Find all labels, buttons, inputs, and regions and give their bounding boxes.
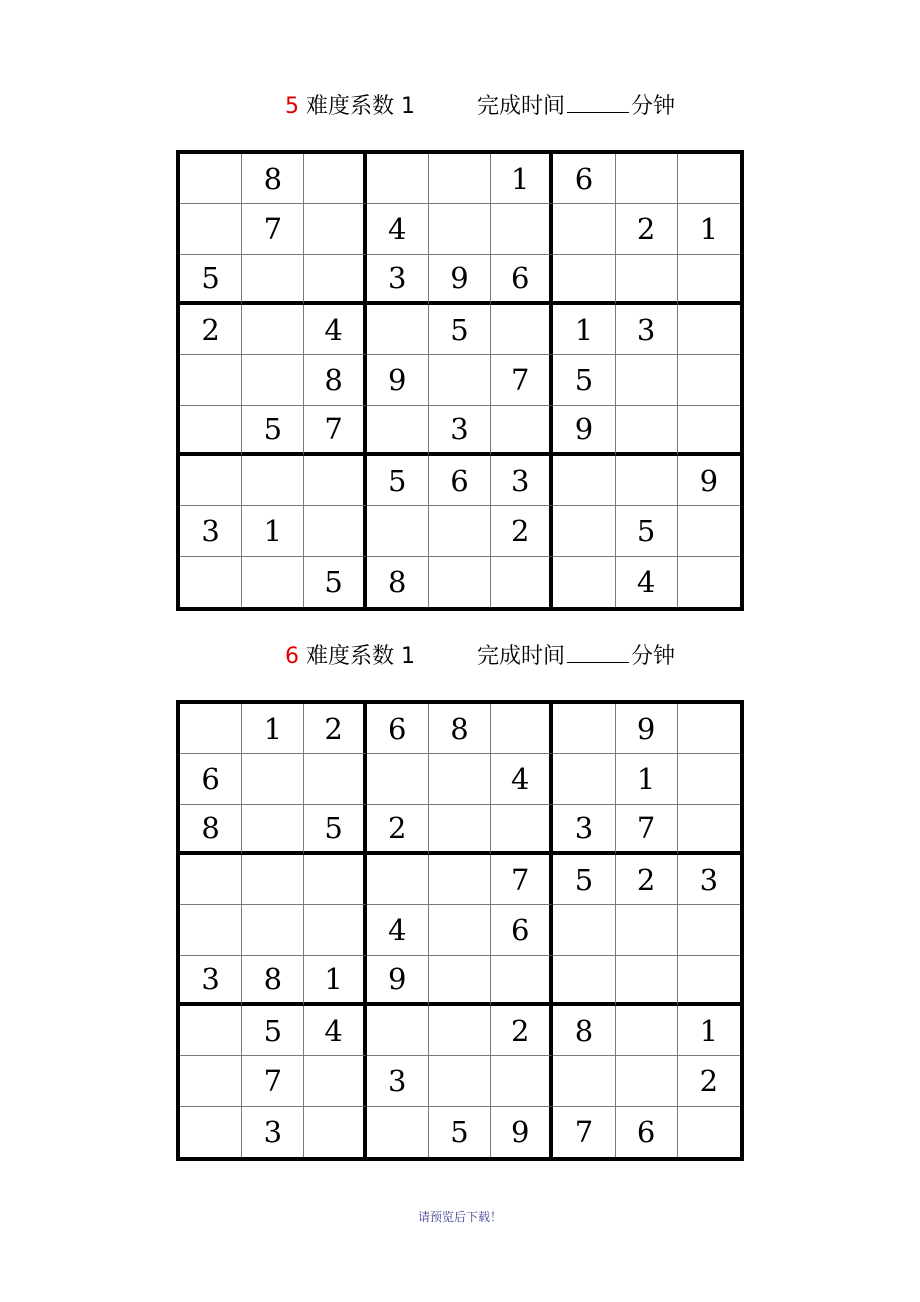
sudoku-cell[interactable]: 3: [678, 855, 740, 905]
sudoku-cell[interactable]: 5: [553, 855, 615, 905]
sudoku-cell[interactable]: [429, 355, 491, 405]
sudoku-cell[interactable]: [678, 406, 740, 456]
sudoku-cell[interactable]: 1: [678, 204, 740, 254]
sudoku-cell[interactable]: [180, 204, 242, 254]
sudoku-cell[interactable]: [304, 1107, 366, 1157]
time-blank-line: [567, 642, 629, 663]
sudoku-cell[interactable]: 3: [367, 1056, 429, 1106]
sudoku-cell[interactable]: 5: [553, 355, 615, 405]
sudoku-cell[interactable]: [242, 255, 304, 305]
sudoku-cell[interactable]: [678, 506, 740, 556]
sudoku-cell[interactable]: 8: [242, 154, 304, 204]
sudoku-grid: [176, 150, 744, 611]
sudoku-cell[interactable]: [367, 855, 429, 905]
sudoku-cell[interactable]: [553, 754, 615, 804]
sudoku-cell[interactable]: 8: [180, 805, 242, 855]
sudoku-cell[interactable]: 1: [242, 704, 304, 754]
sudoku-cell[interactable]: [491, 557, 553, 607]
sudoku-cell[interactable]: [678, 557, 740, 607]
sudoku-cell[interactable]: [678, 905, 740, 955]
sudoku-cell[interactable]: 3: [491, 456, 553, 506]
sudoku-cell[interactable]: [367, 406, 429, 456]
sudoku-cell[interactable]: [616, 154, 678, 204]
sudoku-cell[interactable]: 7: [491, 855, 553, 905]
sudoku-cell[interactable]: [678, 704, 740, 754]
sudoku-grid: [176, 700, 744, 1161]
sudoku-cell[interactable]: [553, 956, 615, 1006]
sudoku-cell[interactable]: 1: [553, 305, 615, 355]
sudoku-cell[interactable]: [242, 305, 304, 355]
sudoku-cell[interactable]: 1: [304, 956, 366, 1006]
sudoku-cell[interactable]: 1: [491, 154, 553, 204]
sudoku-cell[interactable]: [180, 1056, 242, 1106]
sudoku-cell[interactable]: 6: [491, 905, 553, 955]
sudoku-cell[interactable]: 4: [616, 557, 678, 607]
sudoku-cell[interactable]: 9: [491, 1107, 553, 1157]
sudoku-cell[interactable]: [491, 406, 553, 456]
sudoku-cell[interactable]: [616, 355, 678, 405]
sudoku-cell[interactable]: [553, 506, 615, 556]
sudoku-cell[interactable]: [242, 456, 304, 506]
sudoku-cell[interactable]: [678, 1107, 740, 1157]
sudoku-cell[interactable]: [616, 406, 678, 456]
sudoku-cell[interactable]: [678, 305, 740, 355]
sudoku-cell[interactable]: [429, 956, 491, 1006]
sudoku-cell[interactable]: [429, 805, 491, 855]
sudoku-cell[interactable]: 8: [304, 355, 366, 405]
sudoku-cell[interactable]: 2: [678, 1056, 740, 1106]
sudoku-cell[interactable]: [616, 956, 678, 1006]
sudoku-cell[interactable]: [553, 204, 615, 254]
difficulty-label: 难度系数 1: [306, 644, 415, 669]
sudoku-cell[interactable]: 5: [304, 557, 366, 607]
puzzle-heading: [285, 642, 675, 671]
sudoku-cell[interactable]: [678, 805, 740, 855]
sudoku-cell[interactable]: [304, 506, 366, 556]
sudoku-cell[interactable]: [367, 754, 429, 804]
sudoku-cell[interactable]: 5: [429, 1107, 491, 1157]
sudoku-cell[interactable]: 6: [616, 1107, 678, 1157]
sudoku-cell[interactable]: 2: [616, 204, 678, 254]
sudoku-cell[interactable]: [180, 1107, 242, 1157]
sudoku-cell[interactable]: [367, 506, 429, 556]
sudoku-cell[interactable]: [429, 1056, 491, 1106]
sudoku-cell[interactable]: [429, 754, 491, 804]
time-blank-line: [567, 92, 629, 113]
sudoku-cell[interactable]: [242, 754, 304, 804]
sudoku-cell[interactable]: 4: [491, 754, 553, 804]
sudoku-cell[interactable]: 9: [616, 704, 678, 754]
sudoku-cell[interactable]: [180, 154, 242, 204]
sudoku-cell[interactable]: 5: [367, 456, 429, 506]
sudoku-cell[interactable]: 6: [180, 754, 242, 804]
sudoku-cell[interactable]: 7: [616, 805, 678, 855]
sudoku-cell[interactable]: [616, 255, 678, 305]
sudoku-cell[interactable]: 3: [429, 406, 491, 456]
sudoku-cell[interactable]: [242, 557, 304, 607]
sudoku-cell[interactable]: 3: [367, 255, 429, 305]
sudoku-cell[interactable]: 5: [429, 305, 491, 355]
sudoku-cell[interactable]: [304, 154, 366, 204]
sudoku-cell[interactable]: [242, 355, 304, 405]
sudoku-cell[interactable]: [553, 704, 615, 754]
puzzle-number: 6: [285, 644, 299, 669]
sudoku-cell[interactable]: 2: [367, 805, 429, 855]
sudoku-cell[interactable]: 4: [367, 905, 429, 955]
sudoku-cell[interactable]: [616, 1006, 678, 1056]
sudoku-cell[interactable]: 2: [304, 704, 366, 754]
sudoku-cell[interactable]: [304, 1056, 366, 1106]
sudoku-cell[interactable]: 7: [242, 204, 304, 254]
sudoku-cell[interactable]: 4: [304, 1006, 366, 1056]
sudoku-cell[interactable]: 2: [616, 855, 678, 905]
sudoku-cell[interactable]: [180, 355, 242, 405]
sudoku-cell[interactable]: 5: [242, 1006, 304, 1056]
sudoku-cell[interactable]: [429, 557, 491, 607]
sudoku-cell[interactable]: 8: [367, 557, 429, 607]
sudoku-cell[interactable]: [553, 456, 615, 506]
sudoku-cell[interactable]: [304, 204, 366, 254]
sudoku-cell[interactable]: 7: [491, 355, 553, 405]
sudoku-cell[interactable]: [242, 805, 304, 855]
sudoku-cell[interactable]: [367, 154, 429, 204]
sudoku-cell[interactable]: [429, 855, 491, 905]
sudoku-cell[interactable]: [491, 805, 553, 855]
sudoku-cell[interactable]: [678, 154, 740, 204]
sudoku-cell[interactable]: [180, 557, 242, 607]
sudoku-cell[interactable]: 3: [180, 506, 242, 556]
sudoku-cell[interactable]: [553, 255, 615, 305]
sudoku-cell[interactable]: [616, 456, 678, 506]
sudoku-cell[interactable]: [429, 1006, 491, 1056]
sudoku-cell[interactable]: [304, 855, 366, 905]
sudoku-cell[interactable]: 5: [616, 506, 678, 556]
minutes-label: 分钟: [631, 644, 676, 669]
time-label: 完成时间: [477, 94, 566, 119]
sudoku-cell[interactable]: [678, 255, 740, 305]
sudoku-cell[interactable]: [180, 1006, 242, 1056]
sudoku-cell[interactable]: 7: [304, 406, 366, 456]
sudoku-cell[interactable]: 6: [429, 456, 491, 506]
sudoku-cell[interactable]: [491, 305, 553, 355]
sudoku-cell[interactable]: [429, 506, 491, 556]
sudoku-cell[interactable]: [553, 557, 615, 607]
sudoku-cell[interactable]: [242, 905, 304, 955]
sudoku-cell[interactable]: [429, 154, 491, 204]
sudoku-cell[interactable]: 4: [304, 305, 366, 355]
sudoku-cell[interactable]: 9: [367, 355, 429, 405]
sudoku-cell[interactable]: [491, 1056, 553, 1106]
sudoku-cell[interactable]: 1: [616, 754, 678, 804]
minutes-label: 分钟: [631, 94, 676, 119]
sudoku-cell[interactable]: 3: [180, 956, 242, 1006]
sudoku-cell[interactable]: [491, 704, 553, 754]
sudoku-cell[interactable]: 9: [429, 255, 491, 305]
sudoku-cell[interactable]: 6: [367, 704, 429, 754]
sudoku-cell[interactable]: [491, 956, 553, 1006]
sudoku-cell[interactable]: 9: [678, 456, 740, 506]
sudoku-cell[interactable]: 6: [491, 255, 553, 305]
sudoku-cell[interactable]: 1: [242, 506, 304, 556]
sudoku-cell[interactable]: [367, 1107, 429, 1157]
sudoku-cell[interactable]: [678, 754, 740, 804]
sudoku-cell[interactable]: [429, 905, 491, 955]
sudoku-cell[interactable]: [180, 704, 242, 754]
sudoku-cell[interactable]: 6: [553, 154, 615, 204]
puzzle-number: 5: [285, 94, 299, 119]
sudoku-cell[interactable]: [491, 204, 553, 254]
sudoku-cell[interactable]: [242, 855, 304, 905]
sudoku-cell[interactable]: 5: [304, 805, 366, 855]
time-label: 完成时间: [477, 644, 566, 669]
sudoku-cell[interactable]: [180, 855, 242, 905]
sudoku-cell[interactable]: 2: [180, 305, 242, 355]
sudoku-cell[interactable]: [678, 355, 740, 405]
sudoku-cell[interactable]: [678, 956, 740, 1006]
sudoku-cell[interactable]: 7: [553, 1107, 615, 1157]
sudoku-cell[interactable]: [367, 1006, 429, 1056]
sudoku-cell[interactable]: [429, 204, 491, 254]
sudoku-cell[interactable]: 8: [242, 956, 304, 1006]
sudoku-cell[interactable]: 8: [429, 704, 491, 754]
sudoku-cell[interactable]: [180, 456, 242, 506]
footer-note: 请预览后下载！: [417, 1210, 502, 1224]
sudoku-cell[interactable]: [553, 905, 615, 955]
sudoku-cell[interactable]: 3: [553, 805, 615, 855]
sudoku-cell[interactable]: 9: [553, 406, 615, 456]
sudoku-cell[interactable]: [304, 456, 366, 506]
sudoku-cell[interactable]: 3: [616, 305, 678, 355]
sudoku-cell[interactable]: [304, 905, 366, 955]
sudoku-cell[interactable]: [616, 1056, 678, 1106]
sudoku-cell[interactable]: [616, 905, 678, 955]
sudoku-cell[interactable]: [304, 255, 366, 305]
sudoku-cell[interactable]: 7: [242, 1056, 304, 1106]
sudoku-cell[interactable]: [180, 406, 242, 456]
sudoku-cell[interactable]: [304, 754, 366, 804]
sudoku-cell[interactable]: [553, 1056, 615, 1106]
sudoku-cell[interactable]: 5: [242, 406, 304, 456]
sudoku-cell[interactable]: 2: [491, 506, 553, 556]
sudoku-cell[interactable]: 5: [180, 255, 242, 305]
puzzle-heading: [285, 92, 675, 121]
sudoku-cell[interactable]: 9: [367, 956, 429, 1006]
sudoku-cell[interactable]: 3: [242, 1107, 304, 1157]
sudoku-cell[interactable]: 8: [553, 1006, 615, 1056]
sudoku-cell[interactable]: 4: [367, 204, 429, 254]
sudoku-cell[interactable]: [180, 905, 242, 955]
sudoku-cell[interactable]: 1: [678, 1006, 740, 1056]
sudoku-cell[interactable]: 2: [491, 1006, 553, 1056]
difficulty-label: 难度系数 1: [306, 94, 415, 119]
sudoku-cell[interactable]: [367, 305, 429, 355]
